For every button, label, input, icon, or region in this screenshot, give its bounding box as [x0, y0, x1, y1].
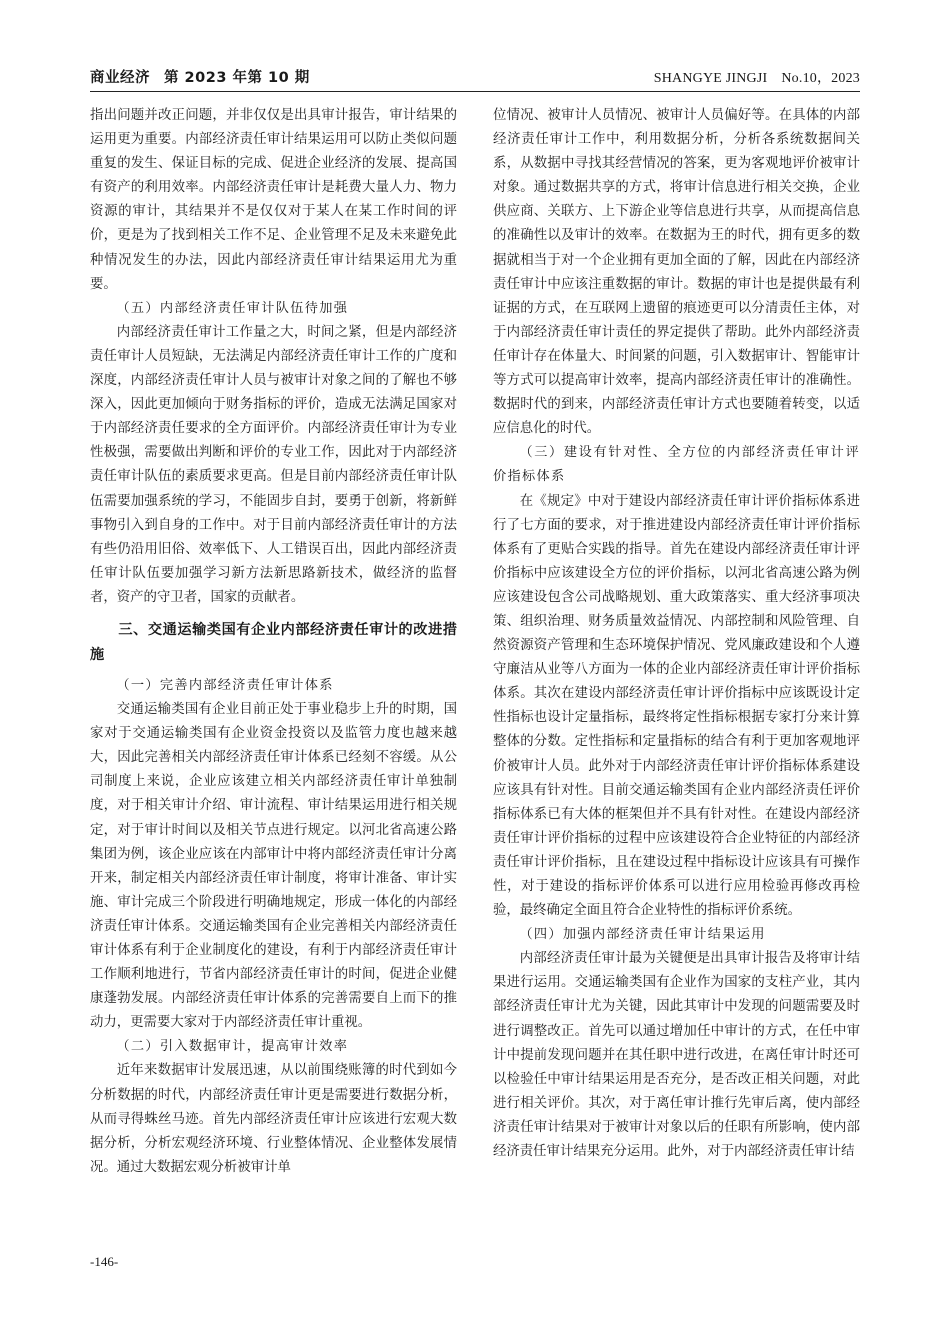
paragraph: 内部经济责任审计工作量之大，时间之紧，但是内部经济责任审计人员短缺，无法满足内部经济责任审计工作的广度和深度，内部经济责任审计人员与被审计对象之间的了解也不够深入，因此更加倾向于财务指标的评价，造成无法满足国家对于内部经济责任要求的全方面评价。内部经济责任审计为专业性极强，需要做出判断和评价的专业工作，因此对于内部经济责任审计队伍的素质要求更高。但是目前内部经济责任审计队伍需要加强系统的学习，不能固步自封，要勇于创新，将新鲜事物引入到自身的工作中。对于目前内部经济责任审计的方法有些仍沿用旧俗、效率低下、人工错误百出，因此内部经济责任审计队伍要加强学习新方法新思路新技术，做经济的监督者，资产的守卫者，国家的贡献者。 — [90, 324, 457, 605]
header-rule — [90, 91, 860, 92]
subsection-heading-3: （三）建设有针对性、全方位的内部经济责任审计评价指标体系 — [493, 445, 860, 485]
paragraph: 位情况、被审计人员情况、被审计人员偏好等。在具体的内部经济责任审计工作中，利用数据分析，分析各系统数据间关系，从数据中寻找其经营情况的答案，更为客观地评价被审计对象。通过数据共享的方式，将审计信息进行相关交换，企业供应商、关联方、上下游企业等信息进行共享，从而提高信息的准确性以及审计的效率。在数据为王的时代，拥有更多的数据就相当于对一个企业拥有更加全面的了解，因此在内部经济责任审计中应该注重数据的审计。数据的审计也是提供最有利证据的方式，在互联网上遗留的痕迹更可以分清责任主体，对于内部经济责任审计责任的界定提供了帮助。此外内部经济责任审计存在体量大、时间紧的问题，引入数据审计、智能审计等方式可以提高审计效率，提高内部经济责任审计的准确性。数据时代的到来，内部经济责任审计方式也要随着转变，以适应信息化的时代。 — [493, 108, 860, 437]
paragraph: 近年来数据审计发展迅速，从以前围绕账簿的时代到如今分析数据的时代，内部经济责任审计更是需要进行数据分析，从而寻得蛛丝马迹。首先内部经济责任审计应该进行宏观大数据分析，分析宏观经济环境、行业整体情况、企业整体发展情况。通过大数据宏观分析被审计单 — [90, 1063, 457, 1175]
right-column — [493, 104, 860, 1164]
issue-en: No.10，2023 — [781, 71, 860, 86]
issue-cn: 第 2023 年第 10 期 — [164, 70, 310, 86]
subsection-heading-1: （一）完善内部经济责任审计体系 — [116, 677, 334, 693]
journal-name-cn: 商业经济 — [90, 70, 150, 86]
left-column — [90, 104, 457, 1180]
header-journal-cn — [90, 66, 310, 87]
subsection-heading-4: （四）加强内部经济责任审计结果运用 — [519, 927, 766, 943]
subsection-heading-2: （二）引入数据审计，提高审计效率 — [116, 1039, 349, 1055]
journal-name-en: SHANGYE JINGJI — [653, 71, 768, 86]
header-journal-en — [654, 67, 860, 87]
section-heading-3: 三、交通运输类国有企业内部经济责任审计的改进措施 — [90, 621, 457, 663]
paragraph: 在《规定》中对于建设内部经济责任审计评价指标体系进行了七方面的要求，对于推进建设内部经济责任审计评价指标体系有了更贴合实践的指导。首先在建设内部经济责任审计评价指标中应该建设全方位的评价指标，以河北省高速公路为例应该建设包含公司战略规划、重大政策落实、重大经济事项决策、组织治理、财务质量效益情况、内部控制和风险管理、自然资源资产管理和生态环境保护情况、党风廉政建设和个人遵守廉洁从业等八方面为一体的企业内部经济责任审计评价指标体系。其次在建设内部经济责任审计评价指标中应该既设计定性指标也设计定量指标，最终将定性指标根据专家打分来计算整体的分数。定性指标和定量指标的结合有利于更加客观地评价被审计人员。此外对于内部经济责任审计评价指标体系建设应该具有针对性。目前交通运输类国有企业内部经济责任评价指标体系已有大体的框架但并不具有针对性。在建设内部经济责任审计评价指标的过程中应该建设符合企业特征的内部经济责任审计评价指标，且在建设过程中指标设计应该具有可操作性，对于建设的指标评价体系可以进行应用检验再修改再检验，最终确定全面且符合企业特性的指标评价系统。 — [493, 493, 860, 919]
paragraph: 内部经济责任审计最为关键便是出具审计报告及将审计结果进行运用。交通运输类国有企业作为国家的支柱产业，其内部经济责任审计尤为关键，因此其审计中发现的问题需要及时进行调整改正。首先可以通过增加任中审计的方式，在任中审计中提前发现问题并在其任职中进行改进，在离任审计时还可以检验任中审计结果运用是否充分，是否改正相关问题，对此进行相关评价。其次，对于离任审计推行先审后离，使内部经济责任审计结果对于被审计对象以后的任职有所影响，使内部经济责任审计结果充分运用。此外，对于内部经济责任审计结 — [493, 951, 860, 1160]
running-header — [90, 66, 860, 90]
paragraph: 指出问题并改正问题，并非仅仅是出具审计报告，审计结果的运用更为重要。内部经济责任审计结果运用可以防止类似问题重复的发生、保证目标的完成、促进企业经济的发展、提高国有资产的利用效率。内部经济责任审计是耗费大量人力、物力资源的审计，其结果并不是仅仅对于某人在某工作时间的评价，更是为了找到相关工作不足、企业管理不足及未来避免此种情况发生的办法，因此内部经济责任审计结果运用尤为重要。 — [90, 108, 457, 292]
subsection-heading-5: （五）内部经济责任审计队伍待加强 — [116, 300, 349, 316]
page-number: -146- — [90, 1254, 119, 1269]
paragraph: 交通运输类国有企业目前正处于事业稳步上升的时期，国家对于交通运输类国有企业资金投资以及监管力度也越来越大，因此完善相关内部经济责任审计体系已经刻不容缓。从公司制度上来说，企业应该建立相关内部经济责任审计单独制度，对于相关审计介绍、审计流程、审计结果运用进行相关规定，对于审计时间以及相关节点进行规定。以河北省高速公路集团为例，该企业应该在内部审计中将内部经济责任审计分离开来，制定相关内部经济责任审计制度，将审计准备、审计实施、审计完成三个阶段进行明确地规定，形成一体化的内部经济责任审计体系。交通运输类国有企业完善相关内部经济责任审计体系有利于企业制度化的建设，有利于内部经济责任审计工作顺利地进行，节省内部经济责任审计的时间，促进企业健康蓬勃发展。内部经济责任审计体系的完善需要自上而下的推动力，更需要大家对于内部经济责任审计重视。 — [90, 702, 457, 1031]
